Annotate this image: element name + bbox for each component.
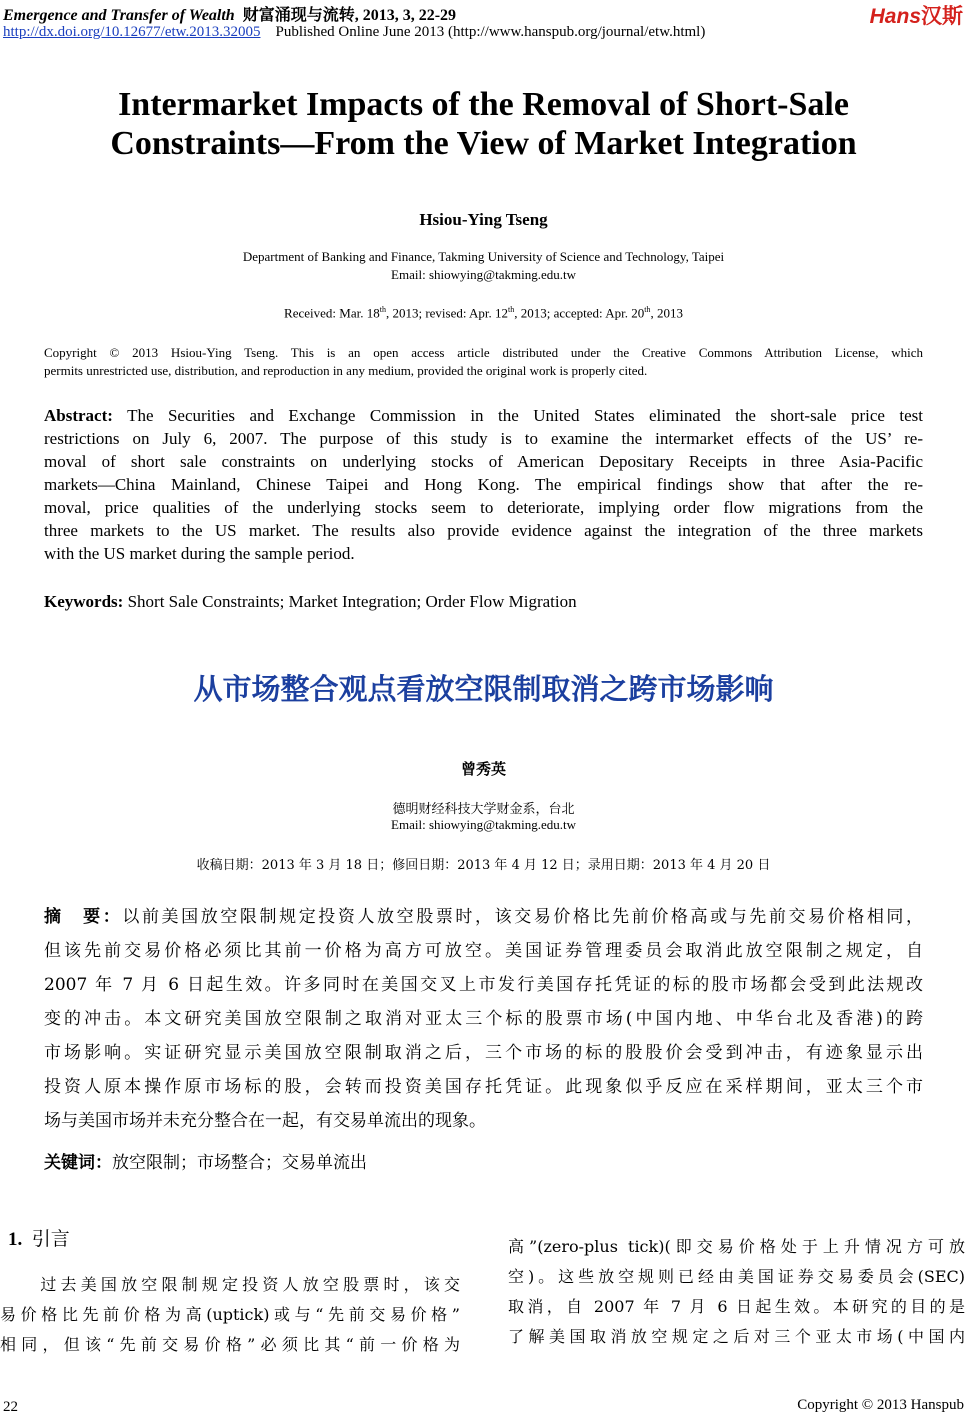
copyright-line: permits unrestricted use, distribution, and reproduction in any medium, provided the original work is properly cited. <box>44 363 648 378</box>
zh-email: Email: shiowying@takming.edu.tw <box>391 817 576 832</box>
zh-keywords-text: 放空限制；市场整合；交易单流出 <box>112 1153 367 1173</box>
body-line: 过去美国放空限制规定投资人放空股票时，该交 <box>0 1275 460 1294</box>
logo-text-cn: 汉斯 <box>921 5 963 28</box>
affiliation: Department of Banking and Finance, Takming University of Science and Technology, Taipei <box>242 249 725 264</box>
abstract-line: three markets to the US market. The results also provide evidence against the integration of the three markets <box>44 521 923 540</box>
zh-abstract-line: 投资人原本操作原市场标的股，会转而投资美国存托凭证。此现象似乎反应在采样期间，亚太三个市 <box>44 1077 923 1097</box>
author: Hsiou-Ying Tseng <box>419 210 548 229</box>
section-heading <box>8 1224 70 1251</box>
ordinal: th <box>379 305 386 314</box>
zh-dates: 收稿日期：2013 年 3 月 18 日；修回日期：2013 年 4 月 12 日；录用日期：2013 年 4 月 20 日 <box>196 858 771 873</box>
journal-name-en: Emergence and Transfer of Wealth <box>3 7 235 24</box>
zh-abstract-line: 市场影响。实证研究显示美国放空限制取消之后，三个市场的标的股股价会受到冲击，有迹象显示出 <box>44 1043 923 1063</box>
footer-copyright: Copyright © 2013 Hanspub <box>797 1397 964 1413</box>
abstract-line: restrictions on July 6, 2007. The purpose of this study is to examine the intermarket effects of the US’ re- <box>44 429 923 448</box>
zh-abstract-label: 摘 要： <box>44 907 123 927</box>
zh-abstract-line: 2007 年 7 月 6 日起生效。许多同时在美国交叉上市发行美国存托凭证的标的股市场都会受到此法规改 <box>44 975 923 995</box>
zh-abstract-line: 场与美国市场并未充分整合在一起，有交易单流出的现象。 <box>44 1111 486 1131</box>
journal-citation: 财富涌现与流转, 2013, 3, 22-29 <box>242 7 457 24</box>
keywords-text: Short Sale Constraints; Market Integration; Order Flow Migration <box>123 592 577 611</box>
zh-author: 曾秀英 <box>460 760 506 778</box>
ordinal: th <box>644 305 651 314</box>
logo-text-en: Hans <box>869 5 921 28</box>
journal-header <box>3 2 456 25</box>
page-number: 22 <box>3 1399 18 1415</box>
zh-abstract-line <box>44 902 923 927</box>
body-line: 空)。这些放空规则已经由美国证券交易委员会(SEC) <box>508 1267 965 1286</box>
abstract-line: moval of short sale constraints on underlying stocks of American Depositary Receipts in three Asia-Pacific <box>44 452 923 471</box>
zh-keywords <box>44 1148 923 1173</box>
zh-affiliation: 德明财经科技大学财金系，台北 <box>392 802 575 817</box>
abstract-line: with the US market during the sample period. <box>44 544 355 563</box>
dates <box>0 305 967 321</box>
abstract-label: Abstract: <box>44 406 113 425</box>
section-number: 1. <box>8 1229 23 1250</box>
body-line: 易价格比先前价格为高(uptick)或与“先前交易价格” <box>0 1305 460 1324</box>
year: , 2013 <box>650 305 683 321</box>
abstract-line <box>44 406 923 426</box>
hanspub-logo <box>870 0 963 30</box>
body-line: 了解美国取消放空规定之后对三个亚太市场(中国内 <box>508 1327 965 1346</box>
doi-line <box>3 24 705 41</box>
abstract-line: moval, price qualities of the underlying stocks seem to deteriorate, implying order flow migrations from the <box>44 498 923 517</box>
published-info: Published Online June 2013 (http://www.hanspub.org/journal/etw.html) <box>275 24 706 40</box>
zh-abstract-line: 变的冲击。本文研究美国放空限制之取消对亚太三个标的股票市场(中国内地、中华台北及香港)的跨 <box>44 1009 923 1029</box>
body-line: 相同，但该“先前交易价格”必须比其“前一价格为 <box>0 1335 460 1354</box>
zh-title: 从市场整合观点看放空限制取消之跨市场影响 <box>193 672 774 706</box>
keywords <box>44 592 923 612</box>
doi-link[interactable]: http://dx.doi.org/10.12677/etw.2013.32005 <box>3 24 261 40</box>
email: Email: shiowying@takming.edu.tw <box>391 267 576 282</box>
paper-title-line-2: Constraints—From the View of Market Integration <box>110 125 857 162</box>
copyright-line: Copyright © 2013 Hsiou-Ying Tseng. This is an open access article distributed under the Creative Commons Attribution License, which <box>44 345 923 360</box>
section-title: 引言 <box>31 1228 70 1250</box>
received: Received: Mar. 18 <box>284 305 380 321</box>
abstract-text: The Securities and Exchange Commission in the United States eliminated the short-sale price test <box>112 406 923 425</box>
body-line: 取消，自 2007 年 7 月 6 日起生效。本研究的目的是 <box>508 1297 965 1316</box>
ordinal: th <box>508 305 515 314</box>
body-line: 高”(zero-plus tick)(即交易价格处于上升情况方可放 <box>508 1237 965 1256</box>
zh-keywords-label: 关键词： <box>44 1153 112 1173</box>
zh-abstract-line: 但该先前交易价格必须比其前一价格为高方可放空。美国证券管理委员会取消此放空限制之规定，自 <box>44 941 923 961</box>
zh-abstract-text: 以前美国放空限制规定投资人放空股票时，该交易价格比先前价格高或与先前交易价格相同， <box>122 907 924 927</box>
paper-title-line-1: Intermarket Impacts of the Removal of Short-Sale <box>118 86 849 123</box>
revised: , 2013; revised: Apr. 12 <box>385 305 508 321</box>
abstract-line: markets—China Mainland, Chinese Taipei and Hong Kong. The empirical findings show that after the re- <box>44 475 923 494</box>
keywords-label: Keywords: <box>44 592 124 611</box>
accepted: , 2013; accepted: Apr. 20 <box>514 305 645 321</box>
